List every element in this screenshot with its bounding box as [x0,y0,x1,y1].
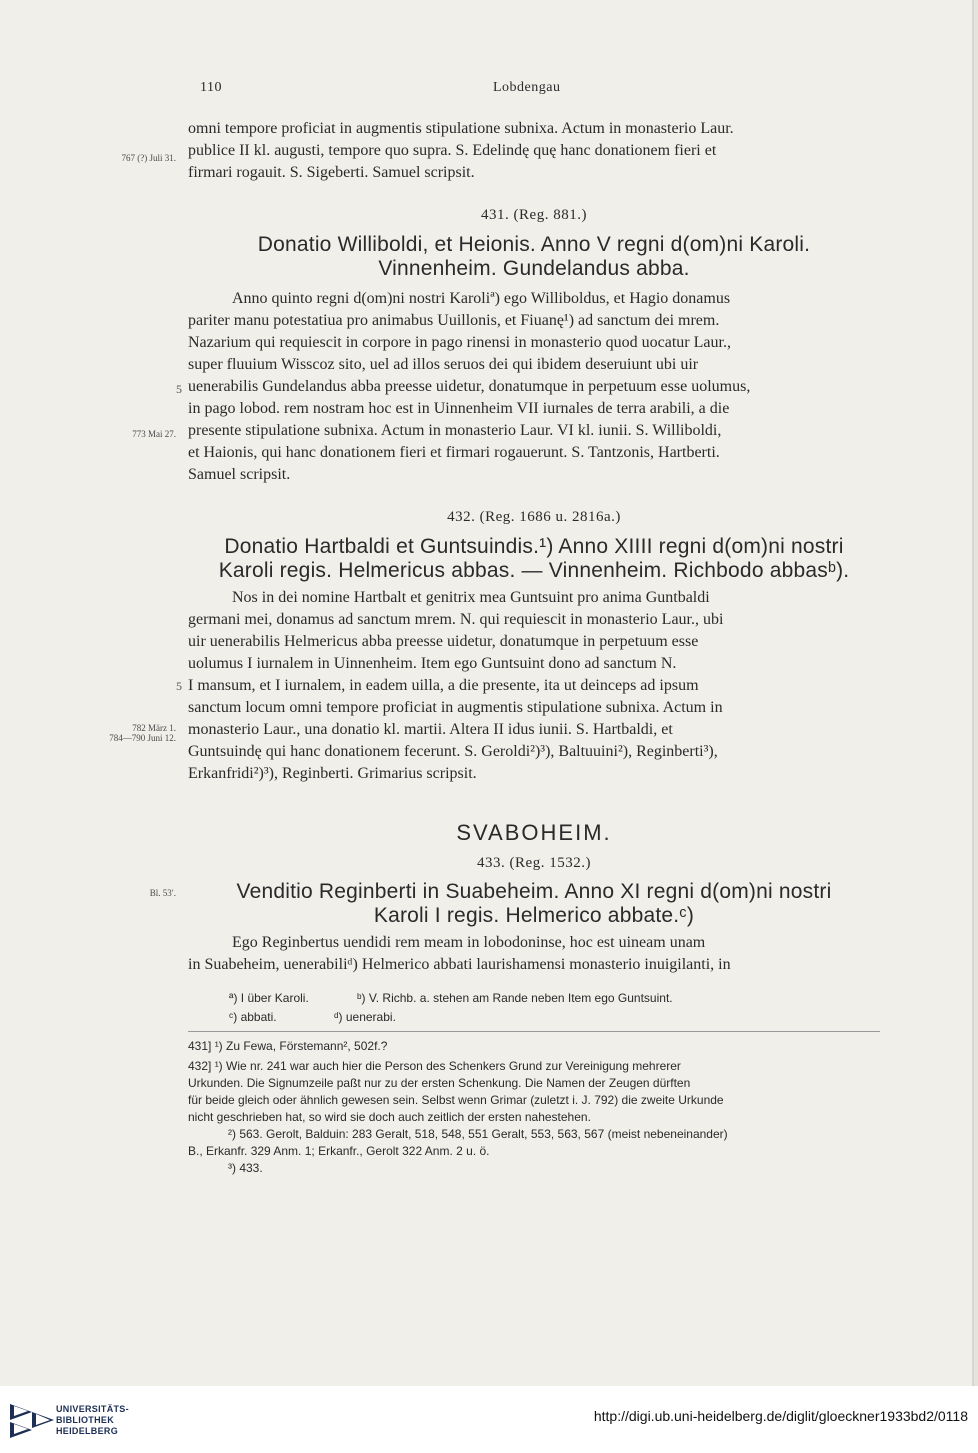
reg-number-432: 432. (Reg. 1686 u. 2816a.) [447,509,621,525]
footnote-line: nicht geschrieben hat, so wird sie doch auch zeitlich der ersten nahestehen. [188,1110,591,1124]
title-432-line1: Donatio Hartbaldi et Guntsuindis.¹) Anno XIIII regni d(om)ni nostri [224,535,844,558]
line-number: 5 [176,679,182,693]
title-431-line2: Vinnenheim. Gundelandus abba. [378,257,690,280]
title-433-line1: Venditio Reginberti in Suabeheim. Anno XI regni d(om)ni nostri [236,880,832,903]
text-433 [188,932,880,976]
text-line: Erkanfridi²)³), Reginberti. Grimarius scripsit. [188,765,477,782]
text-line: uenerabilis Gundelandus abba preesse uidetur, donatumque in perpetuum esse uolumus, [188,378,751,395]
footnote-line: ³) 433. [228,1161,263,1175]
source-url-link[interactable]: http://digi.ub.uni-heidelberg.de/diglit/gloeckner1933bd2/0118 [593,1408,968,1424]
title-432-line2: Karoli regis. Helmericus abbas. — Vinnenheim. Richbodo abbasᵇ). [218,559,850,582]
margin-date: 767 (?) Juli 31. [121,153,176,163]
library-name-line: HEIDELBERG [56,1426,119,1436]
text-432 [188,587,880,785]
text-line: uir uenerabilis Helmericus abba preesse uidetur, donatumque in perpetuum esse [188,633,699,650]
text-line: super fluuium Wisscoz sito, uel ad illos seruos dei qui ibidem deseruiunt ubi uir [188,356,699,373]
footnote-line: ²) 563. Gerolt, Balduin: 283 Geralt, 518, 548, 551 Geralt, 553, 563, 567 (meist nebeneinander) [228,1127,728,1141]
text-line: Samuel scripsit. [188,466,291,483]
text-line: et Haionis, qui hanc donationem fieri et firmari rogauerunt. S. Tantzonis, Hartberti. [188,444,720,461]
text-line: firmari rogauit. S. Sigeberti. Samuel scripsit. [188,164,475,181]
footnote-line: 432] ¹) Wie nr. 241 war auch hier die Person des Schenkers Grund zur Vereinigung mehrerer [188,1059,681,1073]
text-line: presente stipulatione subnixa. Actum in monasterio Laur. VI kl. iunii. S. Williboldi, [188,422,722,439]
library-name [56,1404,129,1437]
text-line: germani mei, donamus ad sanctum mrem. N. qui requiescit in monasterio Laur., ubi [188,611,724,628]
footnote-line: Urkunden. Die Signumzeile paßt nur zu der ersten Schenkung. Die Namen der Zeugen dürften [188,1076,691,1090]
text-line: uolumus I iurnalem in Uinnenheim. Item ego Guntsuint dono ad sanctum N. [188,655,677,672]
margin-date: 784—790 Juni 12. [109,733,176,743]
text-line: in Suabeheim, uenerabiliᵈ) Helmerico abbati laurishamensi monasterio inuigilanti, in [188,956,731,973]
reg-number-433: 433. (Reg. 1532.) [477,855,591,871]
footnote-line: für beide gleich oder ähnlich gewesen sein. Selbst wenn Grimar (zuletzt i. J. 792) die zweite Urkunde [188,1093,724,1107]
text-line: sanctum locum omni tempore proficiat in augmentis stipulatione subnixa. Actum in [188,699,723,716]
text-line: Guntsuindę qui hanc donationem fecerunt. S. Geroldi²)³), Baltuuini²), Reginberti³), [188,743,718,760]
intro-paragraph [188,118,880,184]
footnote-divider [188,1031,880,1032]
margin-date: 782 März 1. [132,723,176,733]
reg-number-431: 431. (Reg. 881.) [481,207,587,223]
textnote-d: ᵈ) uenerabi. [334,1010,396,1024]
footnote-431: 431] ¹) Zu Fewa, Förstemann², 502f.? [188,1039,388,1053]
margin-folio-reference: Bl. 53′. [149,888,176,898]
text-line: Nazarium qui requiescit in corpore in pago rinensi in monasterio quod uocatur Laur., [188,334,731,351]
line-number: 5 [176,382,182,396]
text-line: publice II kl. augusti, tempore quo supra. S. Edelindę quę hanc donationem fieri et [188,142,717,159]
text-431 [188,288,880,486]
library-name-line: UNIVERSITÄTS- [56,1404,129,1414]
text-line: monasterio Laur., una donatio kl. martii. Altera II idus iunii. S. Hartbaldi, et [188,721,673,738]
text-line: omni tempore proficiat in augmentis stipulatione subnixa. Actum in monasterio Laur. [188,120,734,137]
digitization-footer [0,1386,978,1453]
library-logo-icon [6,1394,62,1444]
text-line: Anno quinto regni d(om)ni nostri Karoliª) ego Williboldus, et Hagio donamus [232,290,731,307]
text-line: pariter manu potestatiua pro animabus Uuillonis, et Fiuanę¹) ad sanctum dei mrem. [188,312,720,329]
textnote-b: ᵇ) V. Richb. a. stehen am Rande neben Item ego Guntsuint. [357,991,673,1005]
footnote-line: B., Erkanfr. 329 Anm. 1; Erkanfr., Gerolt 322 Anm. 2 u. ö. [188,1144,490,1158]
textnote-c: ᶜ) abbati. [229,1010,277,1024]
footnote-432 [188,1058,880,1177]
section-heading: SVABOHEIM. [456,820,612,845]
margin-date: 773 Mai 27. [132,429,176,439]
text-line: in pago lobod. rem nostram hoc est in Uinnenheim VII iurnales de terra arabili, a die [188,400,730,417]
text-line: I mansum, et I iurnalem, in eadem uilla, a die presente, ita ut deinceps ad ipsum [188,677,699,694]
textnote-a: ª) I über Karoli. [229,991,309,1005]
running-title: Lobdengau [493,80,561,95]
text-line: Ego Reginbertus uendidi rem meam in lobodoninse, hoc est uineam unam [232,934,706,951]
text-line: Nos in dei nomine Hartbalt et genitrix mea Guntsuint pro anima Guntbaldi [232,589,710,606]
title-431-line1: Donatio Williboldi, et Heionis. Anno V regni d(om)ni Karoli. [257,233,811,256]
library-name-line: BIBLIOTHEK [56,1415,114,1425]
title-433-line2: Karoli I regis. Helmerico abbate.ᶜ) [373,904,695,927]
page-number: 110 [200,80,222,95]
